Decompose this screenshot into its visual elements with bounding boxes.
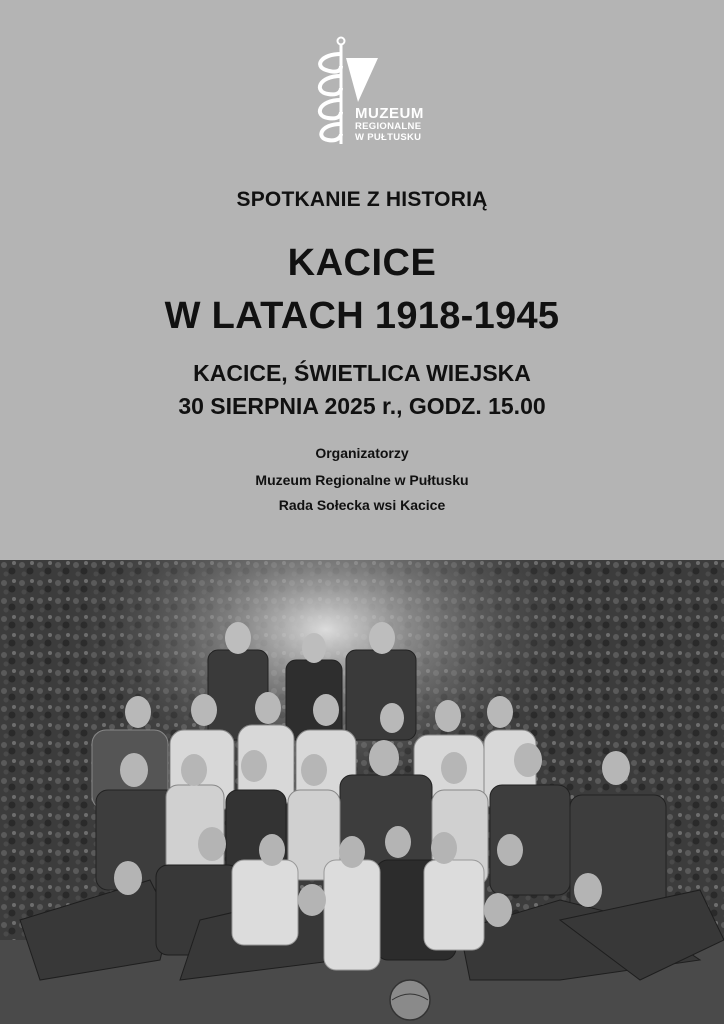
logo-line-1: MUZEUM <box>355 105 424 122</box>
organizer-item: Rada Sołecka wsi Kacice <box>278 497 446 513</box>
group-photo-image <box>0 560 724 1024</box>
organizer-item: Muzeum Regionalne w Pułtusku <box>255 472 469 488</box>
event-place: KACICE, ŚWIETLICA WIEJSKA <box>193 360 531 386</box>
museum-logo-text <box>355 106 424 142</box>
organizers-heading: Organizatorzy <box>315 445 409 461</box>
archival-group-photo <box>0 560 724 1024</box>
museum-logo <box>306 36 436 148</box>
event-title-line-2: W LATACH 1918-1945 <box>164 295 560 337</box>
event-title-line-1: KACICE <box>287 242 437 284</box>
event-subtitle: SPOTKANIE Z HISTORIĄ <box>236 188 488 211</box>
event-date: 30 SIERPNIA 2025 r., GODZ. 15.00 <box>178 393 546 419</box>
logo-line-2: REGIONALNE <box>355 121 422 132</box>
logo-line-3: W PUŁTUSKU <box>355 131 422 143</box>
